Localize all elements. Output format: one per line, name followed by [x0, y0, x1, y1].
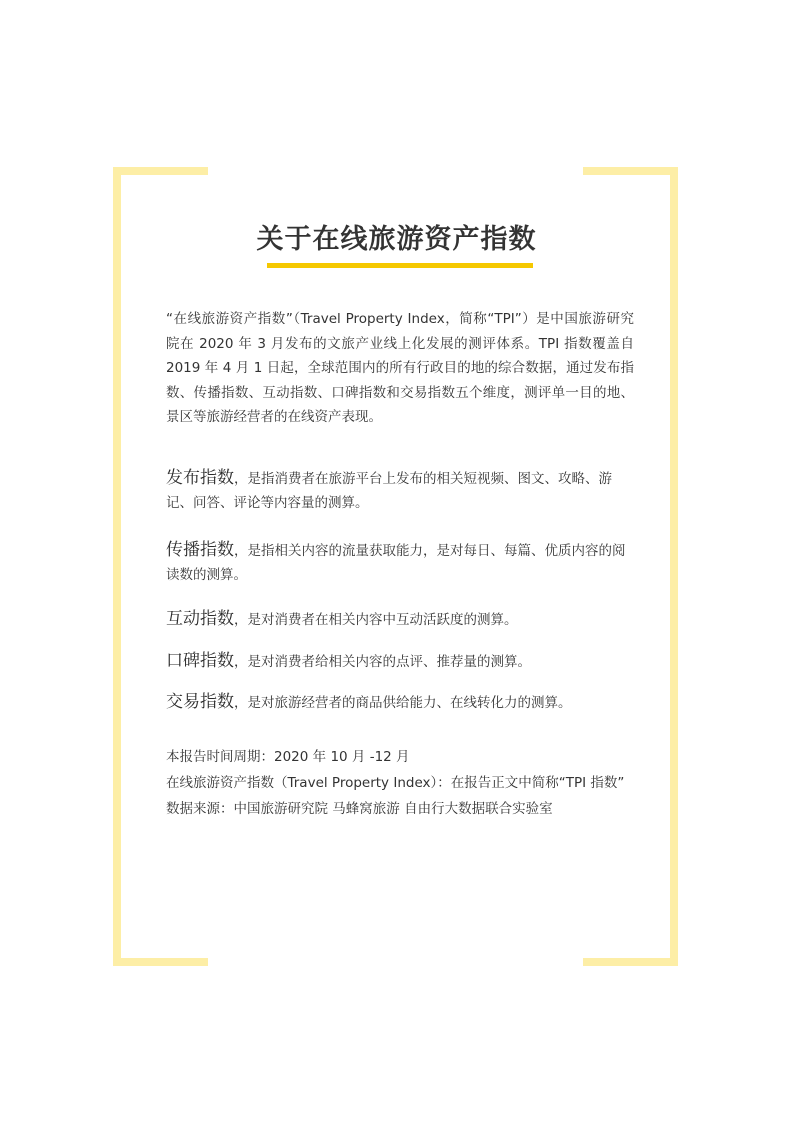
index-item-spread: [166, 538, 636, 587]
frame-right-side: [670, 167, 678, 966]
index-name: 互动指数: [166, 609, 234, 629]
index-desc: ，是对旅游经营者的商品供给能力、在线转化力的测算。: [234, 695, 572, 711]
index-name: 传播指数: [166, 540, 234, 560]
index-desc: ，是指消费者在旅游平台上发布的相关短视频、图文、攻略、游记、问答、评论等内容量的测算。: [166, 471, 612, 511]
index-desc: ，是对消费者在相关内容中互动活跃度的测算。: [234, 612, 518, 628]
intro-paragraph: “在线旅游资产指数”（Travel Property Index，简称“TPI”）是中国旅游研究院在 2020 年 3 月发布的文旅产业线上化发展的测评体系。TPI 指数覆盖自 2019 年 4 月 1 日起，全球范围内的所有行政目的地的综合数据，通过发布指数、传播指数、互动指数、口碑指数和交易指数五个维度，测评单一目的地、景区等旅游经营者的在线资产表现。: [166, 311, 634, 425]
abbreviation-note: 在线旅游资产指数（Travel Property Index）：在报告正文中简称“TPI 指数”: [166, 775, 625, 791]
index-name: 交易指数: [166, 692, 234, 712]
frame-corner-top-left-h: [113, 167, 208, 175]
frame-left-side: [113, 167, 121, 966]
index-item-reputation: [166, 649, 636, 674]
frame-corner-top-right-h: [583, 167, 678, 175]
data-source: 数据来源：中国旅游研究院 马蜂窝旅游 自由行大数据联合实验室: [166, 801, 553, 817]
title-underline: [267, 263, 533, 268]
index-desc: ，是指相关内容的流量获取能力，是对每日、每篇、优质内容的阅读数的测算。: [166, 543, 626, 583]
frame-corner-bottom-left-h: [113, 958, 208, 966]
index-item-transaction: [166, 690, 636, 715]
report-period: 本报告时间周期：2020 年 10 月 -12 月: [166, 749, 410, 765]
index-desc: ，是对消费者给相关内容的点评、推荐量的测算。: [234, 654, 531, 670]
frame-corner-bottom-right-h: [583, 958, 678, 966]
index-item-publish: [166, 466, 636, 515]
index-item-interaction: [166, 607, 636, 632]
index-name: 口碑指数: [166, 651, 234, 671]
index-name: 发布指数: [166, 468, 234, 488]
page-title: 关于在线旅游资产指数: [256, 224, 537, 255]
